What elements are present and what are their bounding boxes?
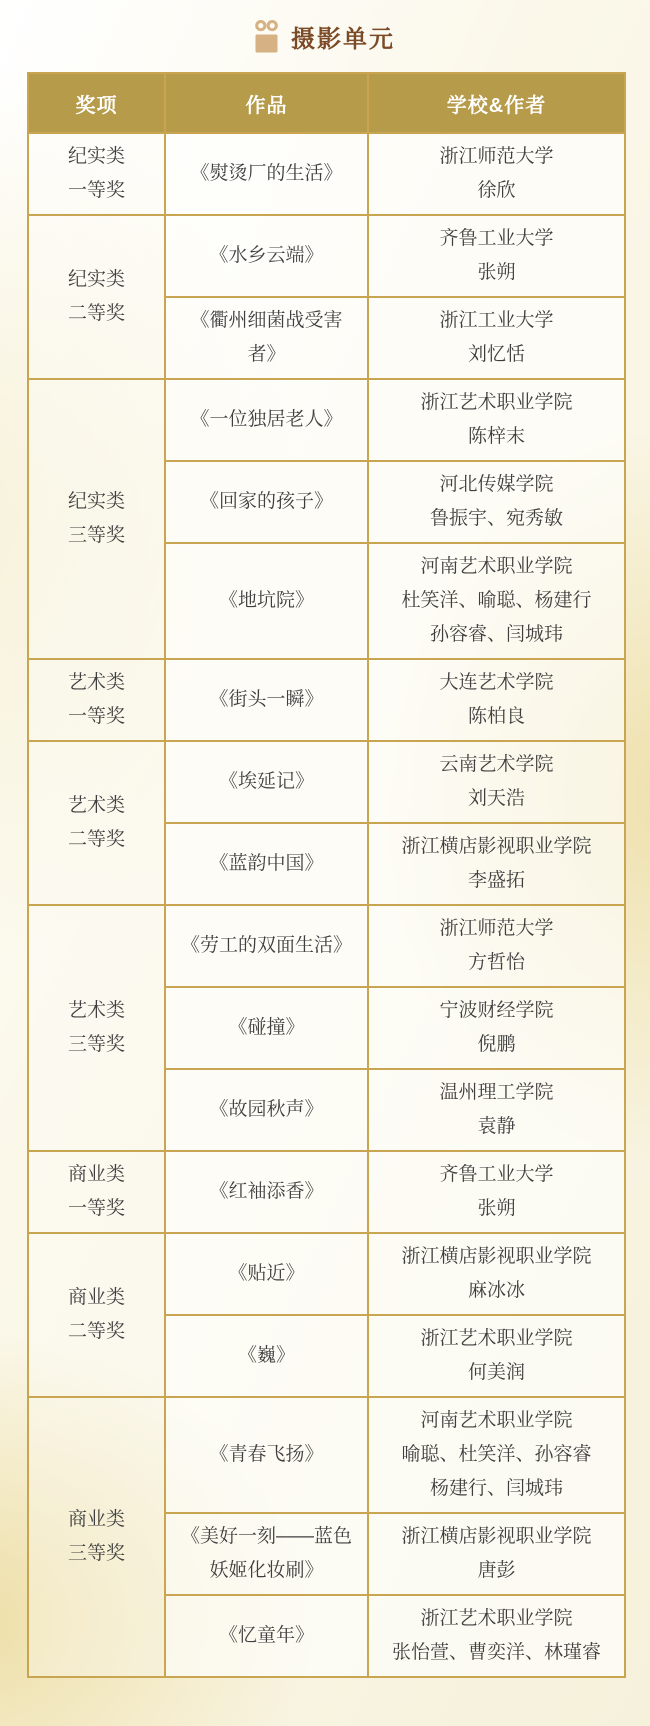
work-title-line: 《碰撞》 <box>228 1017 305 1038</box>
awards-table <box>27 72 626 1678</box>
school-author-line: 徐欣 <box>477 180 516 201</box>
award-cell <box>28 1233 165 1397</box>
work-cell <box>165 823 368 905</box>
work-title-line: 《一位独居老人》 <box>190 409 343 430</box>
work-cell <box>165 1151 368 1233</box>
work-cell <box>165 379 368 461</box>
column-header-school: 学校&作者 <box>368 73 625 133</box>
award-line: 商业类 <box>67 1287 125 1308</box>
table-row <box>28 659 625 741</box>
school-author-line: 杜笑洋、喻聪、杨建行 <box>401 590 592 611</box>
work-title-line: 《街头一瞬》 <box>209 689 324 710</box>
table-row <box>28 215 625 297</box>
award-line: 一等奖 <box>67 706 125 727</box>
work-title-line: 妖姬化妆刷》 <box>209 1560 324 1581</box>
awards-table-header <box>28 73 625 133</box>
table-row <box>28 1233 625 1315</box>
work-cell <box>165 659 368 741</box>
work-title-line: 《忆童年》 <box>218 1625 314 1646</box>
award-cell <box>28 379 165 659</box>
school-author-cell <box>368 659 625 741</box>
page-header <box>0 0 650 72</box>
school-author-line: 齐鲁工业大学 <box>439 228 554 249</box>
table-row <box>28 1397 625 1513</box>
award-line: 商业类 <box>67 1164 125 1185</box>
work-title-line: 《埃延记》 <box>218 771 314 792</box>
table-row <box>28 741 625 823</box>
school-author-line: 倪鹏 <box>477 1034 516 1055</box>
work-title-line: 《故园秋声》 <box>209 1099 324 1120</box>
school-author-cell <box>368 1513 625 1595</box>
work-cell <box>165 461 368 543</box>
award-line: 纪实类 <box>67 269 125 290</box>
school-author-line: 河南艺术职业学院 <box>420 1410 573 1431</box>
award-line: 纪实类 <box>67 491 125 512</box>
award-line: 艺术类 <box>67 795 125 816</box>
school-author-line: 何美润 <box>467 1362 525 1383</box>
work-title-line: 《水乡云端》 <box>209 245 324 266</box>
school-author-cell <box>368 1069 625 1151</box>
school-author-line: 陈梓末 <box>467 426 525 447</box>
work-title-line: 《贴近》 <box>228 1263 305 1284</box>
header-row <box>28 73 625 133</box>
work-title-line: 《熨烫厂的生活》 <box>190 163 343 184</box>
school-author-line: 浙江横店影视职业学院 <box>401 1246 592 1267</box>
work-cell <box>165 905 368 987</box>
award-line: 三等奖 <box>67 1034 125 1055</box>
school-author-line: 河北传媒学院 <box>439 474 554 495</box>
school-author-line: 浙江师范大学 <box>439 146 554 167</box>
school-author-line: 浙江艺术职业学院 <box>420 1328 573 1349</box>
school-author-line: 陈柏良 <box>467 706 525 727</box>
award-cell <box>28 215 165 379</box>
award-line: 三等奖 <box>67 525 125 546</box>
school-author-line: 唐彭 <box>477 1560 516 1581</box>
work-title-line: 《劳工的双面生活》 <box>180 935 352 956</box>
work-cell <box>165 1315 368 1397</box>
award-cell <box>28 1151 165 1233</box>
school-author-line: 云南艺术学院 <box>439 754 554 775</box>
work-cell <box>165 1069 368 1151</box>
school-author-line: 河南艺术职业学院 <box>420 556 573 577</box>
school-author-cell <box>368 379 625 461</box>
school-author-line: 张朔 <box>477 262 516 283</box>
work-title-line: 《巍》 <box>237 1345 295 1366</box>
award-line: 一等奖 <box>67 180 125 201</box>
school-author-cell <box>368 741 625 823</box>
table-row <box>28 905 625 987</box>
table-row <box>28 133 625 215</box>
school-author-cell <box>368 1315 625 1397</box>
school-author-line: 孙容睿、闫城玮 <box>429 624 563 645</box>
school-author-line: 宁波财经学院 <box>439 1000 554 1021</box>
work-cell <box>165 987 368 1069</box>
work-title-line: 《回家的孩子》 <box>199 491 333 512</box>
work-cell <box>165 297 368 379</box>
school-author-line: 大连艺术学院 <box>439 672 554 693</box>
work-cell <box>165 543 368 659</box>
school-author-line: 张朔 <box>477 1198 516 1219</box>
work-cell <box>165 1397 368 1513</box>
work-cell <box>165 1513 368 1595</box>
school-author-cell <box>368 543 625 659</box>
award-cell <box>28 741 165 905</box>
work-cell <box>165 741 368 823</box>
school-author-line: 方哲怡 <box>467 952 525 973</box>
school-author-line: 浙江工业大学 <box>439 310 554 331</box>
page-title: 摄影单元 <box>291 25 395 53</box>
award-cell <box>28 1397 165 1677</box>
school-author-cell <box>368 905 625 987</box>
work-title-line: 《青春飞扬》 <box>209 1444 324 1465</box>
column-header-work: 作品 <box>165 73 368 133</box>
work-cell <box>165 1595 368 1677</box>
column-header-award: 奖项 <box>28 73 165 133</box>
table-row <box>28 379 625 461</box>
school-author-line: 喻聪、杜笑洋、孙容睿 <box>401 1444 592 1465</box>
school-author-cell <box>368 461 625 543</box>
award-cell <box>28 659 165 741</box>
award-line: 二等奖 <box>67 829 125 850</box>
award-line: 二等奖 <box>67 1321 125 1342</box>
work-title-line: 《地坑院》 <box>218 590 314 611</box>
award-line: 二等奖 <box>67 303 125 324</box>
school-author-line: 鲁振宇、宛秀敏 <box>429 508 563 529</box>
award-line: 纪实类 <box>67 146 125 167</box>
work-title-line: 《红袖添香》 <box>209 1181 324 1202</box>
work-title-line: 《衢州细菌战受害 <box>190 310 343 331</box>
awards-table-body <box>28 133 625 1677</box>
work-cell <box>165 1233 368 1315</box>
work-title-line: 《蓝韵中国》 <box>209 853 324 874</box>
table-row <box>28 1151 625 1233</box>
school-author-line: 张怡萱、曹奕洋、林瑾睿 <box>391 1642 601 1663</box>
work-cell <box>165 215 368 297</box>
school-author-line: 刘忆恬 <box>467 344 525 365</box>
school-author-cell <box>368 297 625 379</box>
school-author-cell <box>368 1233 625 1315</box>
school-author-cell <box>368 1151 625 1233</box>
school-author-line: 齐鲁工业大学 <box>439 1164 554 1185</box>
school-author-cell <box>368 823 625 905</box>
school-author-line: 袁静 <box>477 1116 516 1137</box>
school-author-line: 刘天浩 <box>467 788 525 809</box>
school-author-line: 麻冰冰 <box>467 1280 525 1301</box>
award-line: 艺术类 <box>67 672 125 693</box>
work-cell <box>165 133 368 215</box>
school-author-cell <box>368 133 625 215</box>
school-author-line: 李盛拓 <box>467 870 525 891</box>
work-title-line: 者》 <box>247 344 286 365</box>
school-author-line: 浙江横店影视职业学院 <box>401 1526 592 1547</box>
school-author-line: 浙江艺术职业学院 <box>420 1608 573 1629</box>
school-author-cell <box>368 1397 625 1513</box>
school-author-cell <box>368 1595 625 1677</box>
award-line: 三等奖 <box>67 1543 125 1564</box>
school-author-line: 温州理工学院 <box>439 1082 554 1103</box>
work-title-line: 《美好一刻——蓝色 <box>180 1526 352 1547</box>
school-author-line: 浙江艺术职业学院 <box>420 392 573 413</box>
school-author-cell <box>368 215 625 297</box>
award-line: 商业类 <box>67 1509 125 1530</box>
award-line: 一等奖 <box>67 1198 125 1219</box>
school-author-line: 浙江师范大学 <box>439 918 554 939</box>
award-cell <box>28 133 165 215</box>
school-author-cell <box>368 987 625 1069</box>
award-cell <box>28 905 165 1151</box>
school-author-line: 杨建行、闫城玮 <box>429 1478 563 1499</box>
award-line: 艺术类 <box>67 1000 125 1021</box>
school-author-line: 浙江横店影视职业学院 <box>401 836 592 857</box>
projector-icon <box>255 20 278 53</box>
